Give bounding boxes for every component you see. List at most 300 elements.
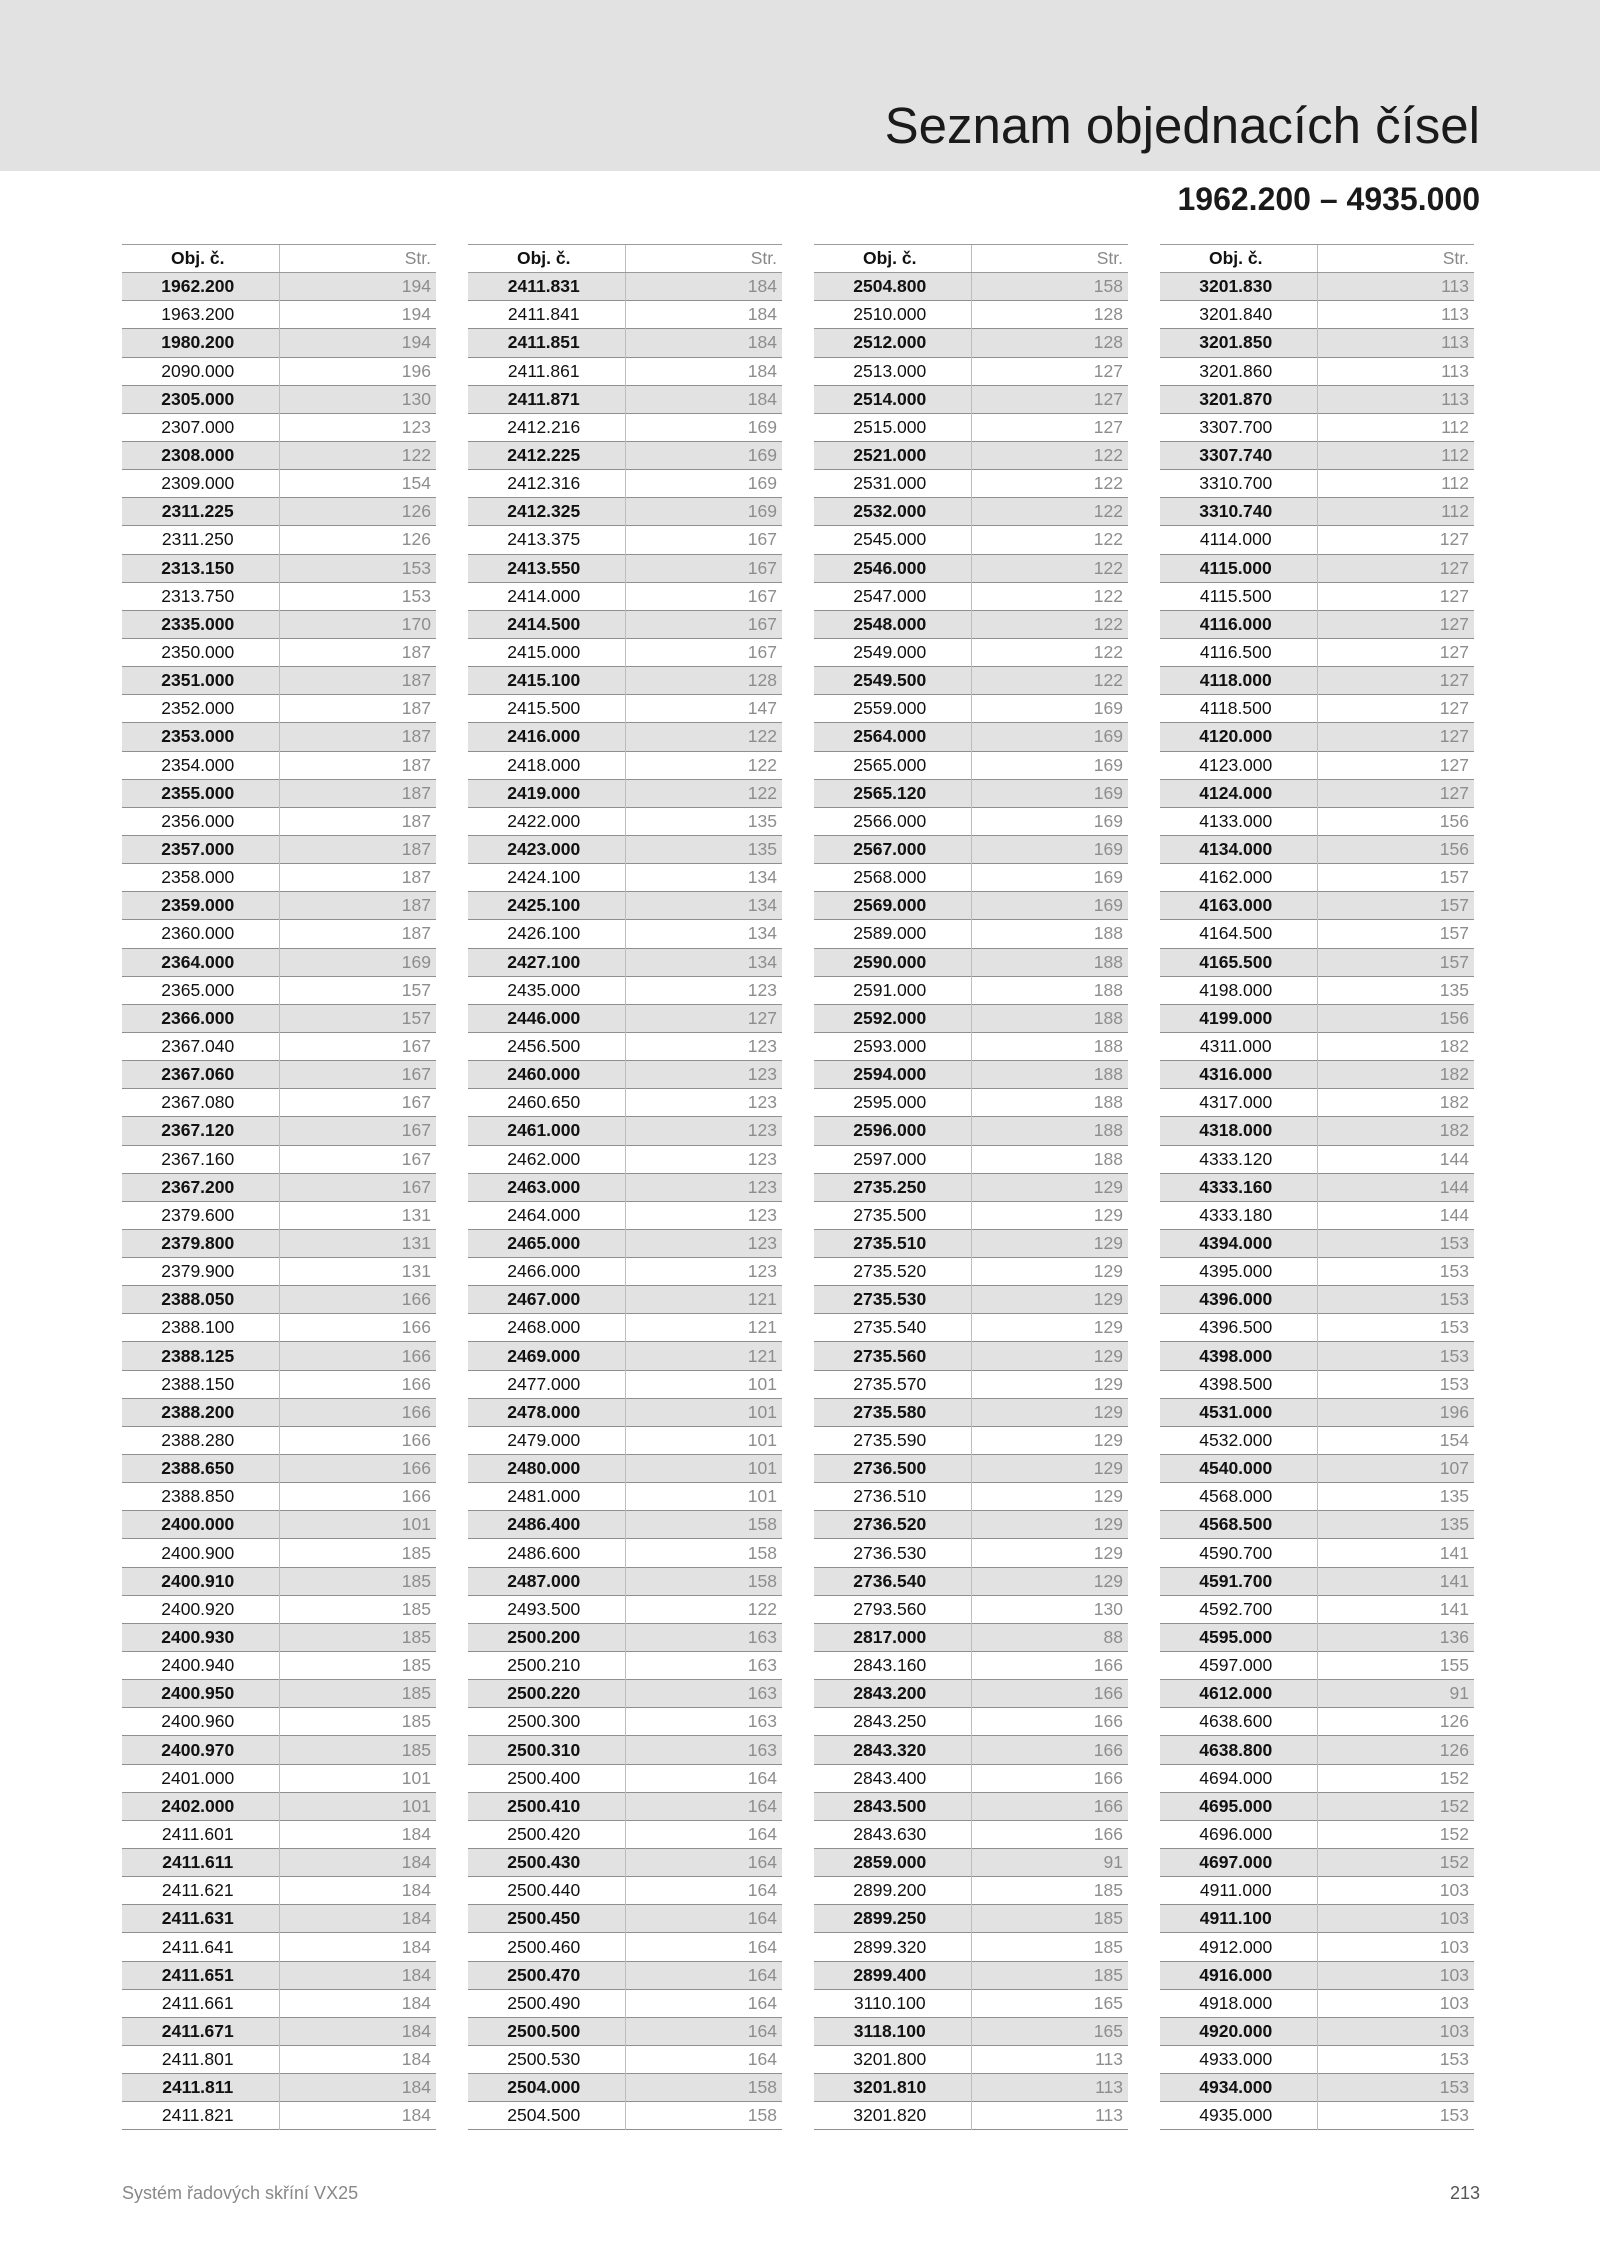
- order-number: 2411.671: [122, 2017, 279, 2045]
- order-number: 2419.000: [468, 779, 625, 807]
- table-row: [468, 695, 782, 723]
- table-row: [1160, 385, 1474, 413]
- table-row: [1160, 413, 1474, 441]
- order-number: 2469.000: [468, 1342, 625, 1370]
- order-number: 2569.000: [814, 892, 971, 920]
- table-row: [468, 1652, 782, 1680]
- table-row: [468, 1032, 782, 1060]
- order-number: 2402.000: [122, 1792, 279, 1820]
- order-number: 2400.940: [161, 1655, 235, 1676]
- table-row: [1160, 835, 1474, 863]
- order-number: 2412.216: [507, 416, 581, 437]
- page-reference: 123: [625, 1089, 782, 1117]
- table-row: [468, 1258, 782, 1286]
- order-number: 2460.000: [468, 1061, 625, 1089]
- order-number: 2415.500: [507, 698, 581, 719]
- page-reference: 144: [1317, 1173, 1474, 1201]
- order-number: 4935.000: [1199, 2105, 1273, 2126]
- column-header-page: Str.: [1317, 245, 1474, 273]
- table-row: [468, 1229, 782, 1257]
- order-number: 4590.700: [1199, 1542, 1273, 1563]
- order-number: 2478.000: [468, 1398, 625, 1426]
- table-row: [122, 751, 436, 779]
- order-number: 3201.870: [1160, 385, 1317, 413]
- table-row: [468, 1680, 782, 1708]
- order-number: 4396.500: [1199, 1317, 1273, 1338]
- table-row: [468, 1849, 782, 1877]
- order-number: 2500.400: [507, 1767, 581, 1788]
- order-number: 4311.000: [1199, 1036, 1272, 1056]
- order-number: 2465.000: [468, 1229, 625, 1257]
- order-number: 4317.000: [1199, 1092, 1273, 1113]
- page-reference: 126: [1317, 1736, 1474, 1764]
- order-number: 2461.000: [468, 1117, 625, 1145]
- order-number: 2424.100: [507, 867, 581, 888]
- table-row: [468, 835, 782, 863]
- page-reference: 185: [279, 1539, 436, 1567]
- page-reference: 122: [971, 610, 1128, 638]
- page-reference: 167: [625, 526, 782, 554]
- order-number: 2411.861: [507, 360, 580, 381]
- table-row: [1160, 1680, 1474, 1708]
- order-number: 2415.000: [507, 642, 581, 663]
- page-reference: 153: [1317, 1229, 1474, 1257]
- table-row: [122, 1680, 436, 1708]
- page-reference: 129: [971, 1426, 1128, 1454]
- order-number: 2411.871: [468, 385, 625, 413]
- table-row: [468, 301, 782, 329]
- page-reference: 185: [279, 1567, 436, 1595]
- order-number: 4540.000: [1160, 1455, 1317, 1483]
- table-row: [1160, 892, 1474, 920]
- order-number: 2735.580: [814, 1398, 971, 1426]
- table-row: [1160, 1032, 1474, 1060]
- table-row: [1160, 470, 1474, 498]
- table-row: [122, 273, 436, 301]
- table-row: [1160, 1229, 1474, 1257]
- order-number: 2435.000: [507, 979, 581, 1000]
- table-row: [814, 1089, 1128, 1117]
- table-row: [1160, 2046, 1474, 2074]
- table-row: [468, 1792, 782, 1820]
- page-reference: 165: [971, 2017, 1128, 2045]
- order-number: 2379.900: [161, 1261, 235, 1282]
- order-number: 2486.400: [468, 1511, 625, 1539]
- page-reference: 131: [279, 1229, 436, 1257]
- table-row: [122, 1708, 436, 1736]
- page-reference: 127: [1317, 779, 1474, 807]
- order-number: 4592.700: [1199, 1598, 1273, 1619]
- order-number: 2352.000: [161, 698, 235, 719]
- order-number: 2500.460: [507, 1936, 581, 1957]
- table-row: [122, 441, 436, 469]
- order-number: 2467.000: [468, 1286, 625, 1314]
- page-reference: 127: [1317, 667, 1474, 695]
- table-row: [122, 695, 436, 723]
- table-row: [814, 638, 1128, 666]
- order-number: 2486.600: [507, 1542, 581, 1563]
- table-row: [1160, 2017, 1474, 2045]
- order-number: 4394.000: [1160, 1229, 1317, 1257]
- page-reference: 134: [625, 892, 782, 920]
- order-number: 2364.000: [122, 948, 279, 976]
- order-number: 4124.000: [1160, 779, 1317, 807]
- order-number: 2357.000: [122, 835, 279, 863]
- page-reference: 113: [971, 2102, 1128, 2130]
- table-row: [468, 779, 782, 807]
- page-reference: 135: [1317, 1483, 1474, 1511]
- table-row: [814, 1792, 1128, 1820]
- order-number: 2504.000: [468, 2074, 625, 2102]
- order-number: 2531.000: [853, 473, 927, 494]
- order-number: 2401.000: [161, 1767, 235, 1788]
- page-reference: 157: [1317, 948, 1474, 976]
- table-row: [814, 1708, 1128, 1736]
- page-reference: 122: [625, 1595, 782, 1623]
- table-row: [814, 301, 1128, 329]
- page-reference: 158: [625, 2102, 782, 2130]
- page-reference: 185: [279, 1736, 436, 1764]
- order-number: 2411.831: [468, 273, 625, 301]
- page-reference: 103: [1317, 1905, 1474, 1933]
- page-reference: 121: [625, 1286, 782, 1314]
- page-reference: 187: [279, 779, 436, 807]
- order-table-1: [122, 244, 436, 2130]
- table-row: [122, 807, 436, 835]
- table-row: [468, 1961, 782, 1989]
- order-number: 2859.000: [814, 1849, 971, 1877]
- order-number: 2591.000: [853, 979, 927, 1000]
- table-row: [122, 1342, 436, 1370]
- page-reference: 185: [971, 1877, 1128, 1905]
- page-reference: 184: [279, 1905, 436, 1933]
- order-number: 2400.950: [122, 1680, 279, 1708]
- order-number: 2456.500: [507, 1036, 581, 1056]
- order-number: 2313.750: [161, 585, 235, 606]
- table-row: [814, 864, 1128, 892]
- table-row: [468, 1820, 782, 1848]
- table-row: [468, 554, 782, 582]
- table-row: [122, 329, 436, 357]
- order-number: 2595.000: [853, 1092, 927, 1113]
- page-reference: 101: [279, 1764, 436, 1792]
- order-number: 2546.000: [814, 554, 971, 582]
- order-number: 2589.000: [853, 923, 927, 944]
- page-reference: 187: [279, 638, 436, 666]
- table-row: [122, 1877, 436, 1905]
- order-number: 2415.100: [468, 667, 625, 695]
- page-reference: 166: [971, 1736, 1128, 1764]
- page-reference: 127: [1317, 582, 1474, 610]
- page-reference: 169: [625, 498, 782, 526]
- table-row: [814, 1764, 1128, 1792]
- page-reference: 188: [971, 1145, 1128, 1173]
- order-number: 4116.500: [1199, 642, 1272, 663]
- table-row: [1160, 1455, 1474, 1483]
- page-reference: 166: [279, 1483, 436, 1511]
- table-row: [1160, 329, 1474, 357]
- table-row: [468, 892, 782, 920]
- order-number: 2388.200: [122, 1398, 279, 1426]
- order-number: 4163.000: [1160, 892, 1317, 920]
- table-row: [1160, 1539, 1474, 1567]
- table-row: [468, 1764, 782, 1792]
- footer-title: Systém řadových skříní VX25: [122, 2183, 359, 2203]
- table-row: [122, 1455, 436, 1483]
- table-row: [814, 1539, 1128, 1567]
- page-reference: 169: [971, 835, 1128, 863]
- order-number: 4933.000: [1199, 2049, 1273, 2070]
- order-number: 1980.200: [122, 329, 279, 357]
- table-row: [1160, 1652, 1474, 1680]
- page-reference: 122: [971, 498, 1128, 526]
- page-reference: 153: [1317, 1314, 1474, 1342]
- table-row: [1160, 1511, 1474, 1539]
- page-reference: 129: [971, 1483, 1128, 1511]
- page-reference: 163: [625, 1680, 782, 1708]
- table-row: [468, 976, 782, 1004]
- page-reference: 164: [625, 1905, 782, 1933]
- table-row: [122, 1286, 436, 1314]
- order-number: 2367.080: [161, 1092, 235, 1113]
- order-number: 3201.830: [1160, 273, 1317, 301]
- page-reference: 134: [625, 920, 782, 948]
- order-number: 4916.000: [1160, 1961, 1317, 1989]
- order-number: 2565.000: [853, 754, 927, 775]
- order-number: 2366.000: [122, 1004, 279, 1032]
- page-reference: 112: [1317, 470, 1474, 498]
- table-row: [814, 779, 1128, 807]
- page-reference: 122: [971, 526, 1128, 554]
- order-number: 2843.320: [814, 1736, 971, 1764]
- page-reference: 188: [971, 1004, 1128, 1032]
- page-reference: 131: [279, 1258, 436, 1286]
- table-row: [1160, 1173, 1474, 1201]
- order-number: 2313.150: [122, 554, 279, 582]
- table-row: [1160, 1426, 1474, 1454]
- page-reference: 101: [625, 1483, 782, 1511]
- table-row: [122, 526, 436, 554]
- table-row: [122, 1849, 436, 1877]
- page-reference: 129: [971, 1342, 1128, 1370]
- page-reference: 101: [625, 1398, 782, 1426]
- page-reference: 127: [1317, 610, 1474, 638]
- page-reference: 127: [971, 385, 1128, 413]
- page-reference: 184: [279, 2017, 436, 2045]
- column-header-number: Obj. č.: [814, 245, 971, 273]
- page-reference: 163: [625, 1736, 782, 1764]
- order-number: 2414.500: [468, 610, 625, 638]
- page-reference: 134: [625, 948, 782, 976]
- order-number: 2400.900: [161, 1542, 235, 1563]
- order-number: 2367.160: [161, 1148, 235, 1169]
- table-row: [814, 273, 1128, 301]
- page-reference: 123: [625, 1117, 782, 1145]
- page-reference: 169: [625, 470, 782, 498]
- table-row: [1160, 1849, 1474, 1877]
- order-number: 2414.000: [507, 585, 581, 606]
- page-reference: 156: [1317, 835, 1474, 863]
- page-reference: 113: [1317, 385, 1474, 413]
- order-number: 4568.500: [1160, 1511, 1317, 1539]
- table-row: [1160, 1764, 1474, 1792]
- page-reference: 129: [971, 1370, 1128, 1398]
- table-row: [468, 864, 782, 892]
- order-number: 2413.375: [507, 529, 581, 550]
- page-reference: 170: [279, 610, 436, 638]
- order-number: 2460.650: [507, 1092, 581, 1113]
- table-row: [468, 1567, 782, 1595]
- page-reference: 194: [279, 329, 436, 357]
- order-number: 2412.316: [507, 473, 581, 494]
- page-reference: 103: [1317, 2017, 1474, 2045]
- table-row: [814, 357, 1128, 385]
- page-reference: 122: [625, 779, 782, 807]
- table-row: [814, 948, 1128, 976]
- table-row: [1160, 1877, 1474, 1905]
- table-row: [468, 1989, 782, 2017]
- page-reference: 122: [971, 441, 1128, 469]
- page-reference: 164: [625, 1961, 782, 1989]
- table-row: [122, 1511, 436, 1539]
- page-reference: 169: [971, 751, 1128, 779]
- column-header-number: Obj. č.: [122, 245, 279, 273]
- table-row: [122, 1483, 436, 1511]
- table-row: [814, 441, 1128, 469]
- table-row: [468, 2074, 782, 2102]
- page-reference: 187: [279, 751, 436, 779]
- table-row: [122, 892, 436, 920]
- table-row: [122, 667, 436, 695]
- table-row: [1160, 920, 1474, 948]
- order-number: 4398.500: [1199, 1373, 1273, 1394]
- order-number: 2504.500: [507, 2105, 581, 2126]
- order-number: 2388.125: [122, 1342, 279, 1370]
- table-row: [468, 1511, 782, 1539]
- page-reference: 169: [971, 779, 1128, 807]
- table-row: [468, 1117, 782, 1145]
- order-number: 4162.000: [1199, 867, 1273, 888]
- page-reference: 141: [1317, 1567, 1474, 1595]
- page-reference: 194: [279, 301, 436, 329]
- order-number: 4568.000: [1199, 1486, 1273, 1507]
- table-row: [468, 751, 782, 779]
- page-reference: 187: [279, 695, 436, 723]
- page-reference: 167: [279, 1117, 436, 1145]
- table-row: [122, 610, 436, 638]
- order-number: 2549.500: [814, 667, 971, 695]
- order-number: 4120.000: [1160, 723, 1317, 751]
- order-number: 2400.910: [122, 1567, 279, 1595]
- order-table-3: [814, 244, 1128, 2130]
- table-row: [1160, 498, 1474, 526]
- page-reference: 112: [1317, 498, 1474, 526]
- order-number: 2358.000: [161, 867, 235, 888]
- table-row: [814, 751, 1128, 779]
- table-row: [814, 695, 1128, 723]
- page-reference: 127: [1317, 526, 1474, 554]
- page-reference: 187: [279, 723, 436, 751]
- table-row: [468, 1905, 782, 1933]
- order-number: 4133.000: [1199, 810, 1273, 831]
- order-number: 2400.930: [122, 1623, 279, 1651]
- page-reference: 153: [1317, 2102, 1474, 2130]
- table-row: [122, 1933, 436, 1961]
- order-number: 2422.000: [507, 810, 581, 831]
- table-row: [122, 1595, 436, 1623]
- page-reference: 135: [1317, 976, 1474, 1004]
- order-number: 2567.000: [814, 835, 971, 863]
- table-row: [1160, 1961, 1474, 1989]
- page-reference: 184: [625, 273, 782, 301]
- table-row: [122, 864, 436, 892]
- page-reference: 187: [279, 864, 436, 892]
- order-number: 2411.601: [161, 1823, 234, 1844]
- page-reference: 164: [625, 2017, 782, 2045]
- table-row: [122, 779, 436, 807]
- table-row: [1160, 1314, 1474, 1342]
- table-row: [1160, 1623, 1474, 1651]
- page-reference: 164: [625, 1933, 782, 1961]
- order-number: 2899.400: [814, 1961, 971, 1989]
- table-row: [1160, 610, 1474, 638]
- page-reference: 184: [279, 1961, 436, 1989]
- table-row: [122, 976, 436, 1004]
- table-row: [1160, 667, 1474, 695]
- page-reference: 169: [971, 723, 1128, 751]
- order-number: 2411.621: [161, 1880, 234, 1901]
- order-number: 2305.000: [122, 385, 279, 413]
- table-row: [814, 1370, 1128, 1398]
- table-row: [1160, 2102, 1474, 2130]
- order-number: 2463.000: [468, 1173, 625, 1201]
- order-number: 4115.500: [1199, 585, 1272, 606]
- table-row: [468, 667, 782, 695]
- table-row: [468, 1370, 782, 1398]
- table-row: [468, 1933, 782, 1961]
- order-number: 2899.320: [853, 1936, 927, 1957]
- table-row: [814, 2017, 1128, 2045]
- table-row: [468, 1455, 782, 1483]
- table-row: [122, 554, 436, 582]
- table-row: [122, 413, 436, 441]
- table-row: [122, 1764, 436, 1792]
- order-number: 4398.000: [1160, 1342, 1317, 1370]
- page-reference: 185: [971, 1933, 1128, 1961]
- table-row: [122, 1623, 436, 1651]
- page-reference: 164: [625, 1820, 782, 1848]
- order-number: 2464.000: [507, 1204, 581, 1225]
- table-row: [814, 1511, 1128, 1539]
- page-reference: 129: [971, 1567, 1128, 1595]
- table-row: [468, 526, 782, 554]
- order-number: 1963.200: [161, 304, 235, 325]
- table-row: [468, 273, 782, 301]
- page-reference: 101: [625, 1370, 782, 1398]
- order-number: 2350.000: [161, 642, 235, 663]
- order-number: 2426.100: [507, 923, 581, 944]
- order-number: 2500.200: [468, 1623, 625, 1651]
- table-row: [122, 1089, 436, 1117]
- page-reference: 135: [1317, 1511, 1474, 1539]
- page-reference: 113: [1317, 301, 1474, 329]
- table-row: [122, 723, 436, 751]
- table-row: [1160, 864, 1474, 892]
- table-row: [1160, 1145, 1474, 1173]
- table-row: [814, 1342, 1128, 1370]
- table-row: [1160, 1004, 1474, 1032]
- table-row: [1160, 948, 1474, 976]
